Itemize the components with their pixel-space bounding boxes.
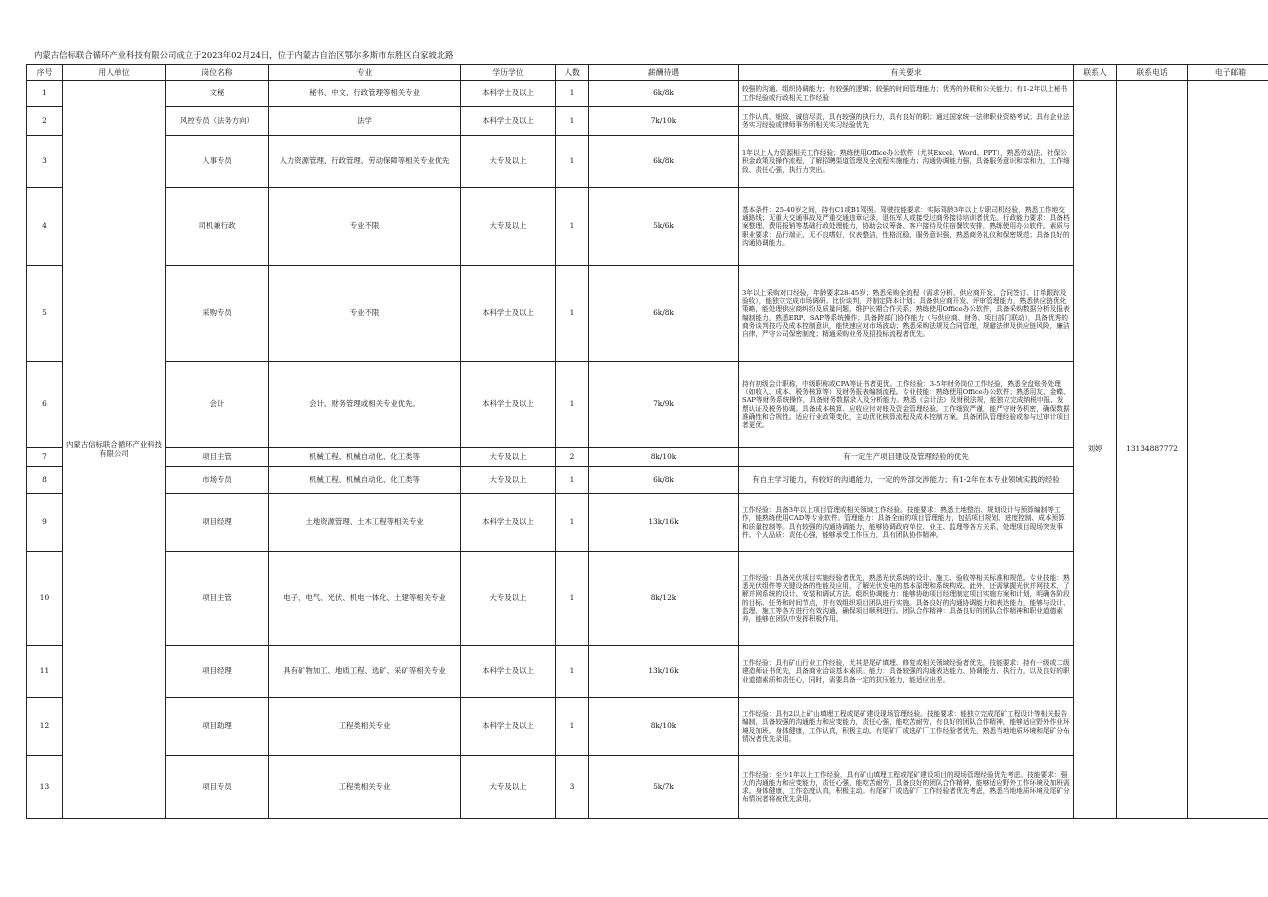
row-number: 5 <box>27 266 63 362</box>
count-cell: 1 <box>556 646 589 698</box>
requirements-cell: 3年以上采购对口经验，年龄要求28-45岁；熟悉采购全流程（需求分析、供应商开发、合同签订、订单跟踪及验收），能独立完成市场调研、比价谈判，并制定降本计划；具备供应商开发、评审管理能力，熟悉供应链优化策略，能处理供应商纠纷及质量问题，维护长期合作关系；熟练使用Office办公软件，具备采购数据分析及报表编制能力，熟悉ERP、SAP等系统操作；具备跨部门协作能力（与供应商、财务、项目部门联动），具备优秀的商务谈判技巧及成本控制意识，能快速应对市场波动；熟悉采购法规及合同管理，规避法律及供应链风险，廉洁自律，严守公司保密制度；精通采购业务及招投标流程者优先。 <box>739 266 1074 362</box>
row-number: 8 <box>27 467 63 494</box>
education-cell: 本科学士及以上 <box>461 646 556 698</box>
salary-cell: 6k/8k <box>589 81 739 107</box>
position-cell: 采购专员 <box>166 266 269 362</box>
education-cell: 本科学士及以上 <box>461 698 556 756</box>
requirements-cell: 工作经验：具备光伏项目实施经验者优先，熟悉光伏系统的设计、施工、验收等相关标准和规范。专业技能：熟悉光伏组件等关键设备的性能及应用，了解光伏发电的基本原理和系统构成。此外，还需掌握光伏并网技术，了解并网系统的设计、安装和调试方法。组织协调能力：能够协助项目经理制定项目实施方案和计划，明确各阶段的目标、任务和时间节点，并有效组织项目团队进行实施。具备良好的沟通协调能力和表达能力，能够与设计、监理、施工等各方进行有效沟通，确保项目顺利进行。团队合作精神：具备良好的团队合作精神和职业道德素养，能够在团队中发挥积极作用。 <box>739 552 1074 646</box>
major-cell: 具有矿物加工、地质工程、选矿、采矿等相关专业 <box>269 646 461 698</box>
header-education: 学历学位 <box>461 65 556 81</box>
position-cell: 文秘 <box>166 81 269 107</box>
requirements-cell: 持有初级会计职称，中级职称或CPA等证书者更优。工作经验：3-5年财务岗位工作经验，熟悉全盘账务处理（如收入、成本、税务核算等）及财务报表编制流程。专业技能：熟练使用Office办公软件；熟悉用友、金蝶、SAP等财务系统操作，具备财务数据录入及分析能力。熟悉《会计法》及财税法规，能独立完成纳税申报、发票认证及税务协调。具备成本核算、应收应付对账及资金管理经验。工作细致严谨，能严守财务机密，确保数据准确性和合规性。适应行业政策变化，主动优化核算流程及成本控制方案。具备团队管理经验或参与过审计项目者更优。 <box>739 362 1074 448</box>
major-cell: 土地资源管理、土木工程等相关专业 <box>269 494 461 552</box>
count-cell: 1 <box>556 136 589 188</box>
header-no: 序号 <box>27 65 63 81</box>
count-cell: 1 <box>556 188 589 266</box>
count-cell: 1 <box>556 698 589 756</box>
requirements-cell: 有自主学习能力，有较好的沟通能力，一定的外部交涉能力；有1-2年在本专业领域实践的经验 <box>739 467 1074 494</box>
requirements-cell: 工作认真、细致、诚信尽责，具有较强的执行力，具有良好的职；通过国家统一法律职业资格考试；具有企业法务实习经验或律师事务所相关实习经验优先 <box>739 107 1074 136</box>
requirements-cell: 有一定生产项目建设及管理经验的优先 <box>739 448 1074 467</box>
row-number: 13 <box>27 756 63 819</box>
major-cell: 法学 <box>269 107 461 136</box>
count-cell: 1 <box>556 362 589 448</box>
count-cell: 1 <box>556 467 589 494</box>
position-cell: 项目主管 <box>166 448 269 467</box>
major-cell: 会计、财务管理或相关专业优先。 <box>269 362 461 448</box>
salary-cell: 7k/10k <box>589 107 739 136</box>
position-cell: 项目经理 <box>166 646 269 698</box>
position-cell: 市场专员 <box>166 467 269 494</box>
major-cell: 工程类相关专业 <box>269 756 461 819</box>
count-cell: 1 <box>556 552 589 646</box>
count-cell: 1 <box>556 494 589 552</box>
requirements-cell: 1年以上人力资源相关工作经验；熟练使用Office办公软件（尤其Excel、Word、PPT），熟悉劳动法、社保公积金政策及操作流程，了解招聘渠道管理及全流程实施能力；沟通协调能力强，具备服务意识和亲和力，工作细致、责任心强，执行力突出。 <box>739 136 1074 188</box>
header-employer: 用人单位 <box>63 65 166 81</box>
row-number: 10 <box>27 552 63 646</box>
salary-cell: 13k/16k <box>589 646 739 698</box>
salary-cell: 6k/8k <box>589 467 739 494</box>
requirements-cell: 工作经验：具有矿山行业工作经验，尤其是尾矿填埋、修复或相关领域经验者优先，技能要求：持有一级或二级建造师证书优先，具备商业洽谈基本素质。能力：具备较强的沟通表达能力、协调能力、执行力，以及良好的职业道德素质和责任心，同时，需要具备一定的抗压能力，能适应出差。 <box>739 646 1074 698</box>
header-phone: 联系电话 <box>1117 65 1188 81</box>
header-position: 岗位名称 <box>166 65 269 81</box>
header-row <box>27 65 1268 81</box>
count-cell: 1 <box>556 81 589 107</box>
position-cell: 项目专员 <box>166 756 269 819</box>
salary-cell: 8k/10k <box>589 448 739 467</box>
education-cell: 本科学士及以上 <box>461 266 556 362</box>
major-cell: 专业不限 <box>269 188 461 266</box>
row-number: 9 <box>27 494 63 552</box>
education-cell: 大专及以上 <box>461 448 556 467</box>
count-cell: 1 <box>556 107 589 136</box>
contact-cell: 刘婷 <box>1074 81 1117 819</box>
major-cell: 人力资源管理、行政管理、劳动保障等相关专业优先 <box>269 136 461 188</box>
header-requirements: 有关要求 <box>739 65 1074 81</box>
salary-cell: 8k/12k <box>589 552 739 646</box>
education-cell: 本科学士及以上 <box>461 362 556 448</box>
header-contact: 联系人 <box>1074 65 1117 81</box>
requirements-cell: 基本条件：25-40岁之间，持有C1或B1驾照。驾驶技能要求：实际驾龄3年以上专职司机经验，熟悉工作地交通路线；无重大交通事故及严重交通违章记录，退伍军人或接受过商务接待培训者优先。行政能力要求：具备档案整理、费用报销等基础行政处理能力，协助会议筹备、客户接待及住宿餐饮安排，熟练使用办公软件。素质与职业要求：品行端正、无不良嗜好，仪表整洁，性格沉稳、服务意识强，熟悉商务礼仪和保密规范；具备良好的沟通协调能力。 <box>739 188 1074 266</box>
phone-cell: 13134887772 <box>1117 81 1188 819</box>
row-number: 4 <box>27 188 63 266</box>
requirements-cell: 较强的沟通、组织协调能力；有较强的逻辑；较强的时间管理能力；优秀的外联和公关能力；有1-2年以上秘书工作经验或行政相关工作经验 <box>739 81 1074 107</box>
position-cell: 人事专员 <box>166 136 269 188</box>
education-cell: 本科学士及以上 <box>461 81 556 107</box>
requirements-cell: 工作经验：具备3年以上项目管理或相关领域工作经验。技能要求：熟悉土地整治、规划设计与预算编制等工作，能熟练使用CAD等专业软件。管理能力：具备全面的项目管理能力，包括项目规划、进度控制、成本预算和质量控制等。具有较强的沟通协调能力，能够协调政府单位、业主、监理等各方关系，处理项目现场突发事件。个人品质：责任心强，能够承受工作压力，具有团队协作精神。 <box>739 494 1074 552</box>
row-number: 6 <box>27 362 63 448</box>
header-count: 人数 <box>556 65 589 81</box>
email-cell <box>1188 81 1268 819</box>
count-cell: 3 <box>556 756 589 819</box>
row-number: 12 <box>27 698 63 756</box>
requirements-cell: 工作经验：至少1年以上工作经验，具有矿山填埋工程或尾矿建设项目的现场管理经验优先考虑。技能要求：强大的沟通能力和应变能力，责任心强，能吃苦耐劳，具备良好的团队合作精神，能够适应野外工作环境及加班需求。身体健康，工作态度认真，积极主动。有尾矿厂或选矿厂工作经验者优先考虑，熟悉当地地质环境及尾矿分布情况者将被优先录用。 <box>739 756 1074 819</box>
position-cell: 风控专员（法务方向） <box>166 107 269 136</box>
salary-cell: 13k/16k <box>589 494 739 552</box>
header-major: 专业 <box>269 65 461 81</box>
education-cell: 大专及以上 <box>461 756 556 819</box>
major-cell: 秘书、中文、行政管理等相关专业 <box>269 81 461 107</box>
row-number: 3 <box>27 136 63 188</box>
education-cell: 本科学士及以上 <box>461 107 556 136</box>
row-number: 11 <box>27 646 63 698</box>
major-cell: 专业不限 <box>269 266 461 362</box>
header-salary: 薪酬待遇 <box>589 65 739 81</box>
row-number: 7 <box>27 448 63 467</box>
salary-cell: 7k/9k <box>589 362 739 448</box>
row-number: 1 <box>27 81 63 107</box>
salary-cell: 8k/10k <box>589 698 739 756</box>
requirements-cell: 工作经验：具有2以上矿山填埋工程或尾矿建设现场管理经验。技能要求：能独立完成尾矿工程设计等相关报告编制，具备较强的沟通能力和应变能力，责任心强，能吃苦耐劳，有良好的团队合作精神，能够适应野外作业环境及加班。身体健康，工作认真，积极主动。有尾矿厂或选矿厂工作经验者优先，熟悉当地地质环境和尾矿分布情况者优先录用。 <box>739 698 1074 756</box>
count-cell: 1 <box>556 266 589 362</box>
salary-cell: 5k/6k <box>589 188 739 266</box>
recruitment-table <box>26 64 1268 819</box>
header-email: 电子邮箱 <box>1188 65 1268 81</box>
table-row <box>27 81 1268 107</box>
position-cell: 司机兼行政 <box>166 188 269 266</box>
major-cell: 机械工程、机械自动化、化工类等 <box>269 467 461 494</box>
position-cell: 项目主管 <box>166 552 269 646</box>
employer-cell: 内蒙古信标联合循环产业科技有限公司 <box>63 81 166 819</box>
salary-cell: 5k/7k <box>589 756 739 819</box>
education-cell: 大专及以上 <box>461 467 556 494</box>
position-cell: 项目经理 <box>166 494 269 552</box>
major-cell: 工程类相关专业 <box>269 698 461 756</box>
major-cell: 机械工程、机械自动化、化工类等 <box>269 448 461 467</box>
education-cell: 大专及以上 <box>461 552 556 646</box>
salary-cell: 6k/8k <box>589 266 739 362</box>
company-intro: 内蒙古信标联合循环产业科技有限公司成立于2023年02月24日，位于内蒙古自治区鄂尔多斯市东胜区白家坡北路 <box>34 50 454 60</box>
major-cell: 电子、电气、光伏、机电一体化、土建等相关专业 <box>269 552 461 646</box>
count-cell: 2 <box>556 448 589 467</box>
education-cell: 大专及以上 <box>461 136 556 188</box>
salary-cell: 6k/8k <box>589 136 739 188</box>
education-cell: 本科学士及以上 <box>461 494 556 552</box>
position-cell: 会计 <box>166 362 269 448</box>
row-number: 2 <box>27 107 63 136</box>
position-cell: 项目助理 <box>166 698 269 756</box>
education-cell: 大专及以上 <box>461 188 556 266</box>
